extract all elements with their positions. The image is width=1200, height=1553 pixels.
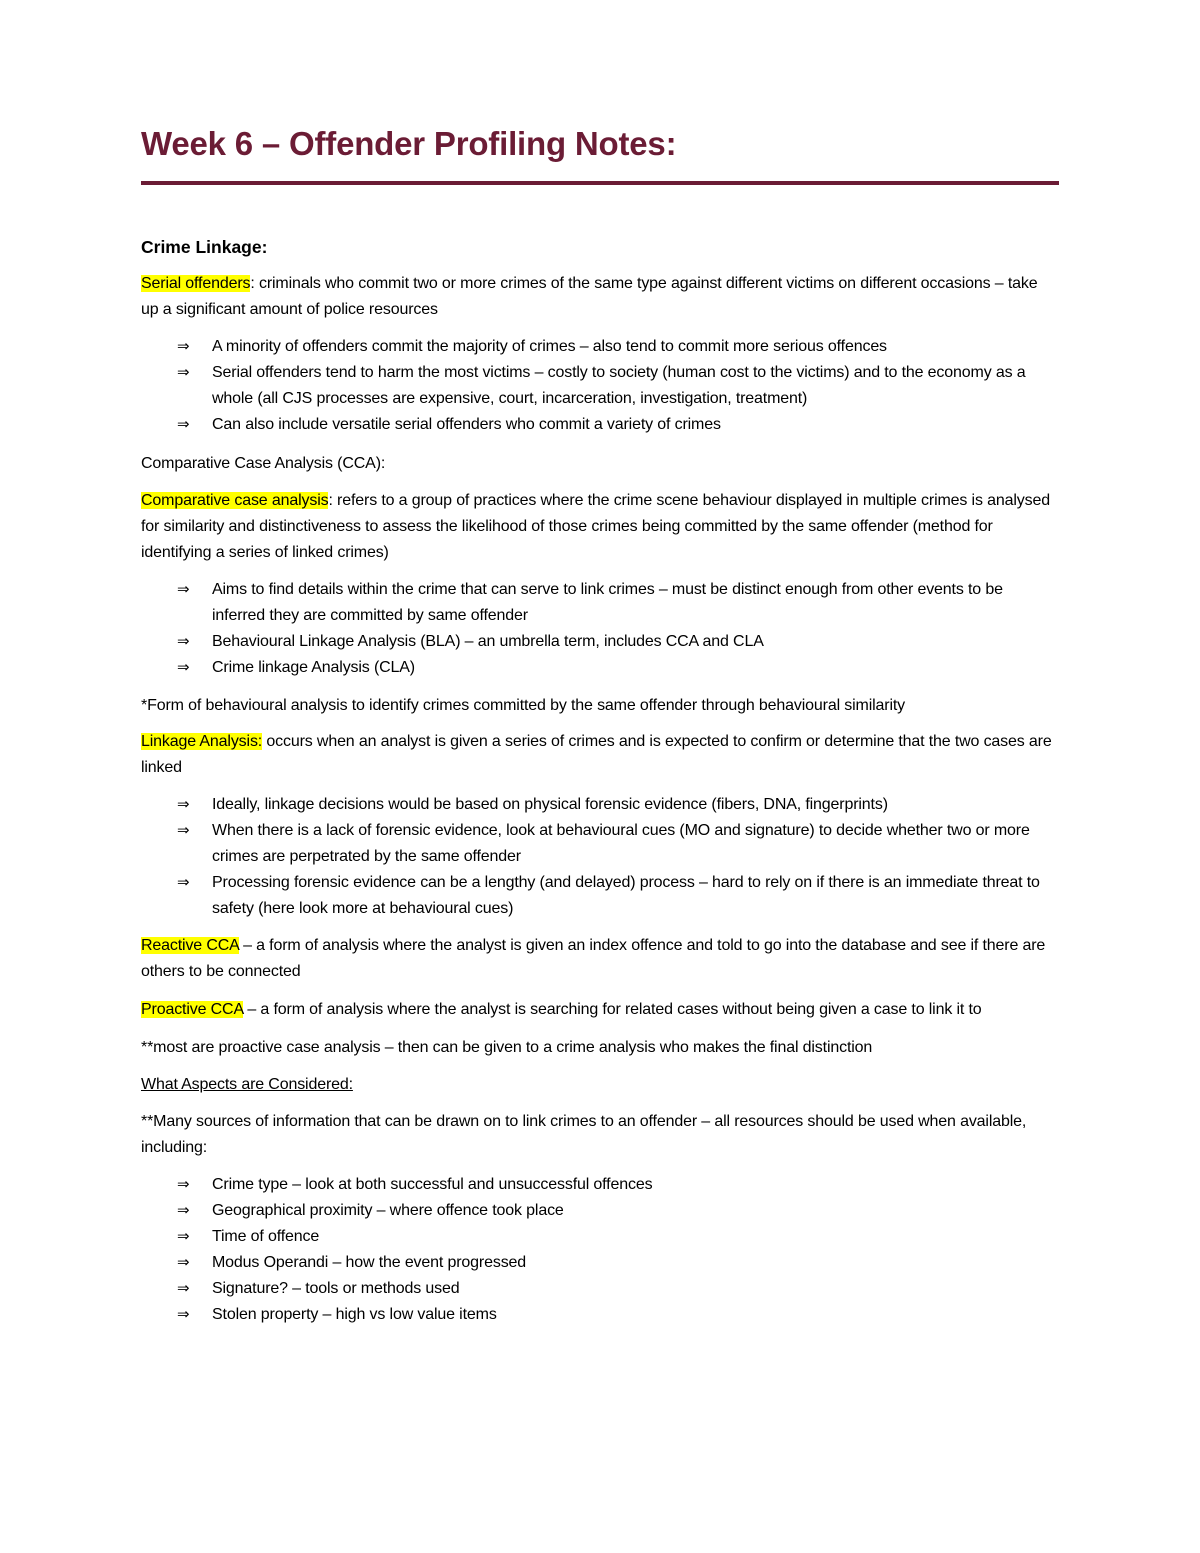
list-item-text: Time of offence [212,1228,320,1245]
arrow-bullet-icon: ⇒ [177,338,190,355]
list-item-text: Processing forensic evidence can be a lengthy (and delayed) process – hard to rely on if there is an immediate threat to safety (here look more at behavioural cues) [212,874,1040,917]
arrow-bullet-icon: ⇒ [177,364,190,381]
list-item [141,1172,1059,1198]
list-item [141,629,1059,655]
list-item [141,655,1059,681]
proactive-note: **most are proactive case analysis – then can be given to a crime analysis who makes the final distinction [141,1039,873,1056]
linkage-analysis-definition: occurs when an analyst is given a series of crimes and is expected to confirm or determine that the two cases are linked [141,733,1052,776]
proactive-cca-paragraph [141,997,1059,1023]
list-item [141,334,1059,360]
list-item [141,870,1059,922]
serial-offenders-paragraph [141,271,1059,323]
cca-bullet-list [141,577,1059,681]
linkage-analysis-paragraph [141,729,1059,781]
arrow-bullet-icon: ⇒ [177,796,190,813]
section-heading-aspects: What Aspects are Considered: [141,1076,353,1093]
list-item [141,1224,1059,1250]
list-item-text: Serial offenders tend to harm the most victims – costly to society (human cost to the victims) and to the economy as a whole (all CJS processes are expensive, court, incarceration, investigation, treatment) [212,364,1026,407]
list-item [141,1198,1059,1224]
reactive-cca-paragraph [141,933,1059,985]
list-item [141,360,1059,412]
cca-paragraph [141,488,1059,566]
arrow-bullet-icon: ⇒ [177,416,190,433]
cca-definition: : refers to a group of practices where the crime scene behaviour displayed in multiple crimes is analysed for similarity and distinctiveness to assess the likelihood of those crimes being committed by the same offender (method for identifying a series of linked crimes) [141,492,1050,561]
list-item-text: Aims to find details within the crime that can serve to link crimes – must be distinct enough from other events to be inferred they are committed by same offender [212,581,1003,624]
reactive-cca-definition: – a form of analysis where the analyst is given an index offence and told to go into the database and see if there are others to be connected [141,937,1046,980]
arrow-bullet-icon: ⇒ [177,1202,190,1219]
arrow-bullet-icon: ⇒ [177,659,190,676]
list-item-text: Can also include versatile serial offenders who commit a variety of crimes [212,416,721,433]
arrow-bullet-icon: ⇒ [177,822,190,839]
list-item-text: Crime type – look at both successful and unsuccessful offences [212,1176,653,1193]
list-item-text: A minority of offenders commit the majority of crimes – also tend to commit more serious offences [212,338,887,355]
list-item-text: Stolen property – high vs low value items [212,1306,497,1323]
highlighted-term-proactive-cca: Proactive CCA [141,1001,244,1018]
section-heading-cca: Comparative Case Analysis (CCA): [141,455,386,472]
list-item [141,412,1059,438]
arrow-bullet-icon: ⇒ [177,1254,190,1271]
title-divider [141,181,1059,185]
list-item [141,1302,1059,1328]
list-item [141,1250,1059,1276]
arrow-bullet-icon: ⇒ [177,1306,190,1323]
aspects-intro-paragraph: **Many sources of information that can be drawn on to link crimes to an offender – all resources should be used when available, including: [141,1113,1027,1156]
behavioural-analysis-note: *Form of behavioural analysis to identify crimes committed by the same offender through behavioural similarity [141,697,906,714]
list-item-text: Crime linkage Analysis (CLA) [212,659,415,676]
highlighted-term-cca: Comparative case analysis [141,492,329,509]
serial-offenders-bullet-list [141,334,1059,438]
serial-offenders-definition: : criminals who commit two or more crimes of the same type against different victims on different occasions – take up a significant amount of police resources [141,275,1038,318]
list-item-text: Behavioural Linkage Analysis (BLA) – an umbrella term, includes CCA and CLA [212,633,764,650]
arrow-bullet-icon: ⇒ [177,1280,190,1297]
list-item-text: Modus Operandi – how the event progressed [212,1254,527,1271]
highlighted-term-reactive-cca: Reactive CCA [141,937,239,954]
highlighted-term-serial-offenders: Serial offenders [141,275,251,292]
list-item-text: Signature? – tools or methods used [212,1280,460,1297]
aspects-bullet-list [141,1172,1059,1328]
arrow-bullet-icon: ⇒ [177,1228,190,1245]
document-page [141,118,1059,1328]
arrow-bullet-icon: ⇒ [177,874,190,891]
arrow-bullet-icon: ⇒ [177,633,190,650]
highlighted-term-linkage-analysis: Linkage Analysis: [141,733,263,750]
arrow-bullet-icon: ⇒ [177,581,190,598]
list-item-text: Geographical proximity – where offence took place [212,1202,564,1219]
arrow-bullet-icon: ⇒ [177,1176,190,1193]
list-item-text: Ideally, linkage decisions would be based on physical forensic evidence (fibers, DNA, fingerprints) [212,796,888,813]
page-title: Week 6 – Offender Profiling Notes: [141,125,677,162]
linkage-bullet-list [141,792,1059,922]
list-item-text: When there is a lack of forensic evidence, look at behavioural cues (MO and signature) to decide whether two or more crimes are perpetrated by the same offender [212,822,1030,865]
list-item [141,818,1059,870]
list-item [141,577,1059,629]
section-heading-crime-linkage: Crime Linkage: [141,237,268,257]
list-item [141,792,1059,818]
list-item [141,1276,1059,1302]
proactive-cca-definition: – a form of analysis where the analyst is searching for related cases without being given a case to link it to [243,1001,982,1018]
